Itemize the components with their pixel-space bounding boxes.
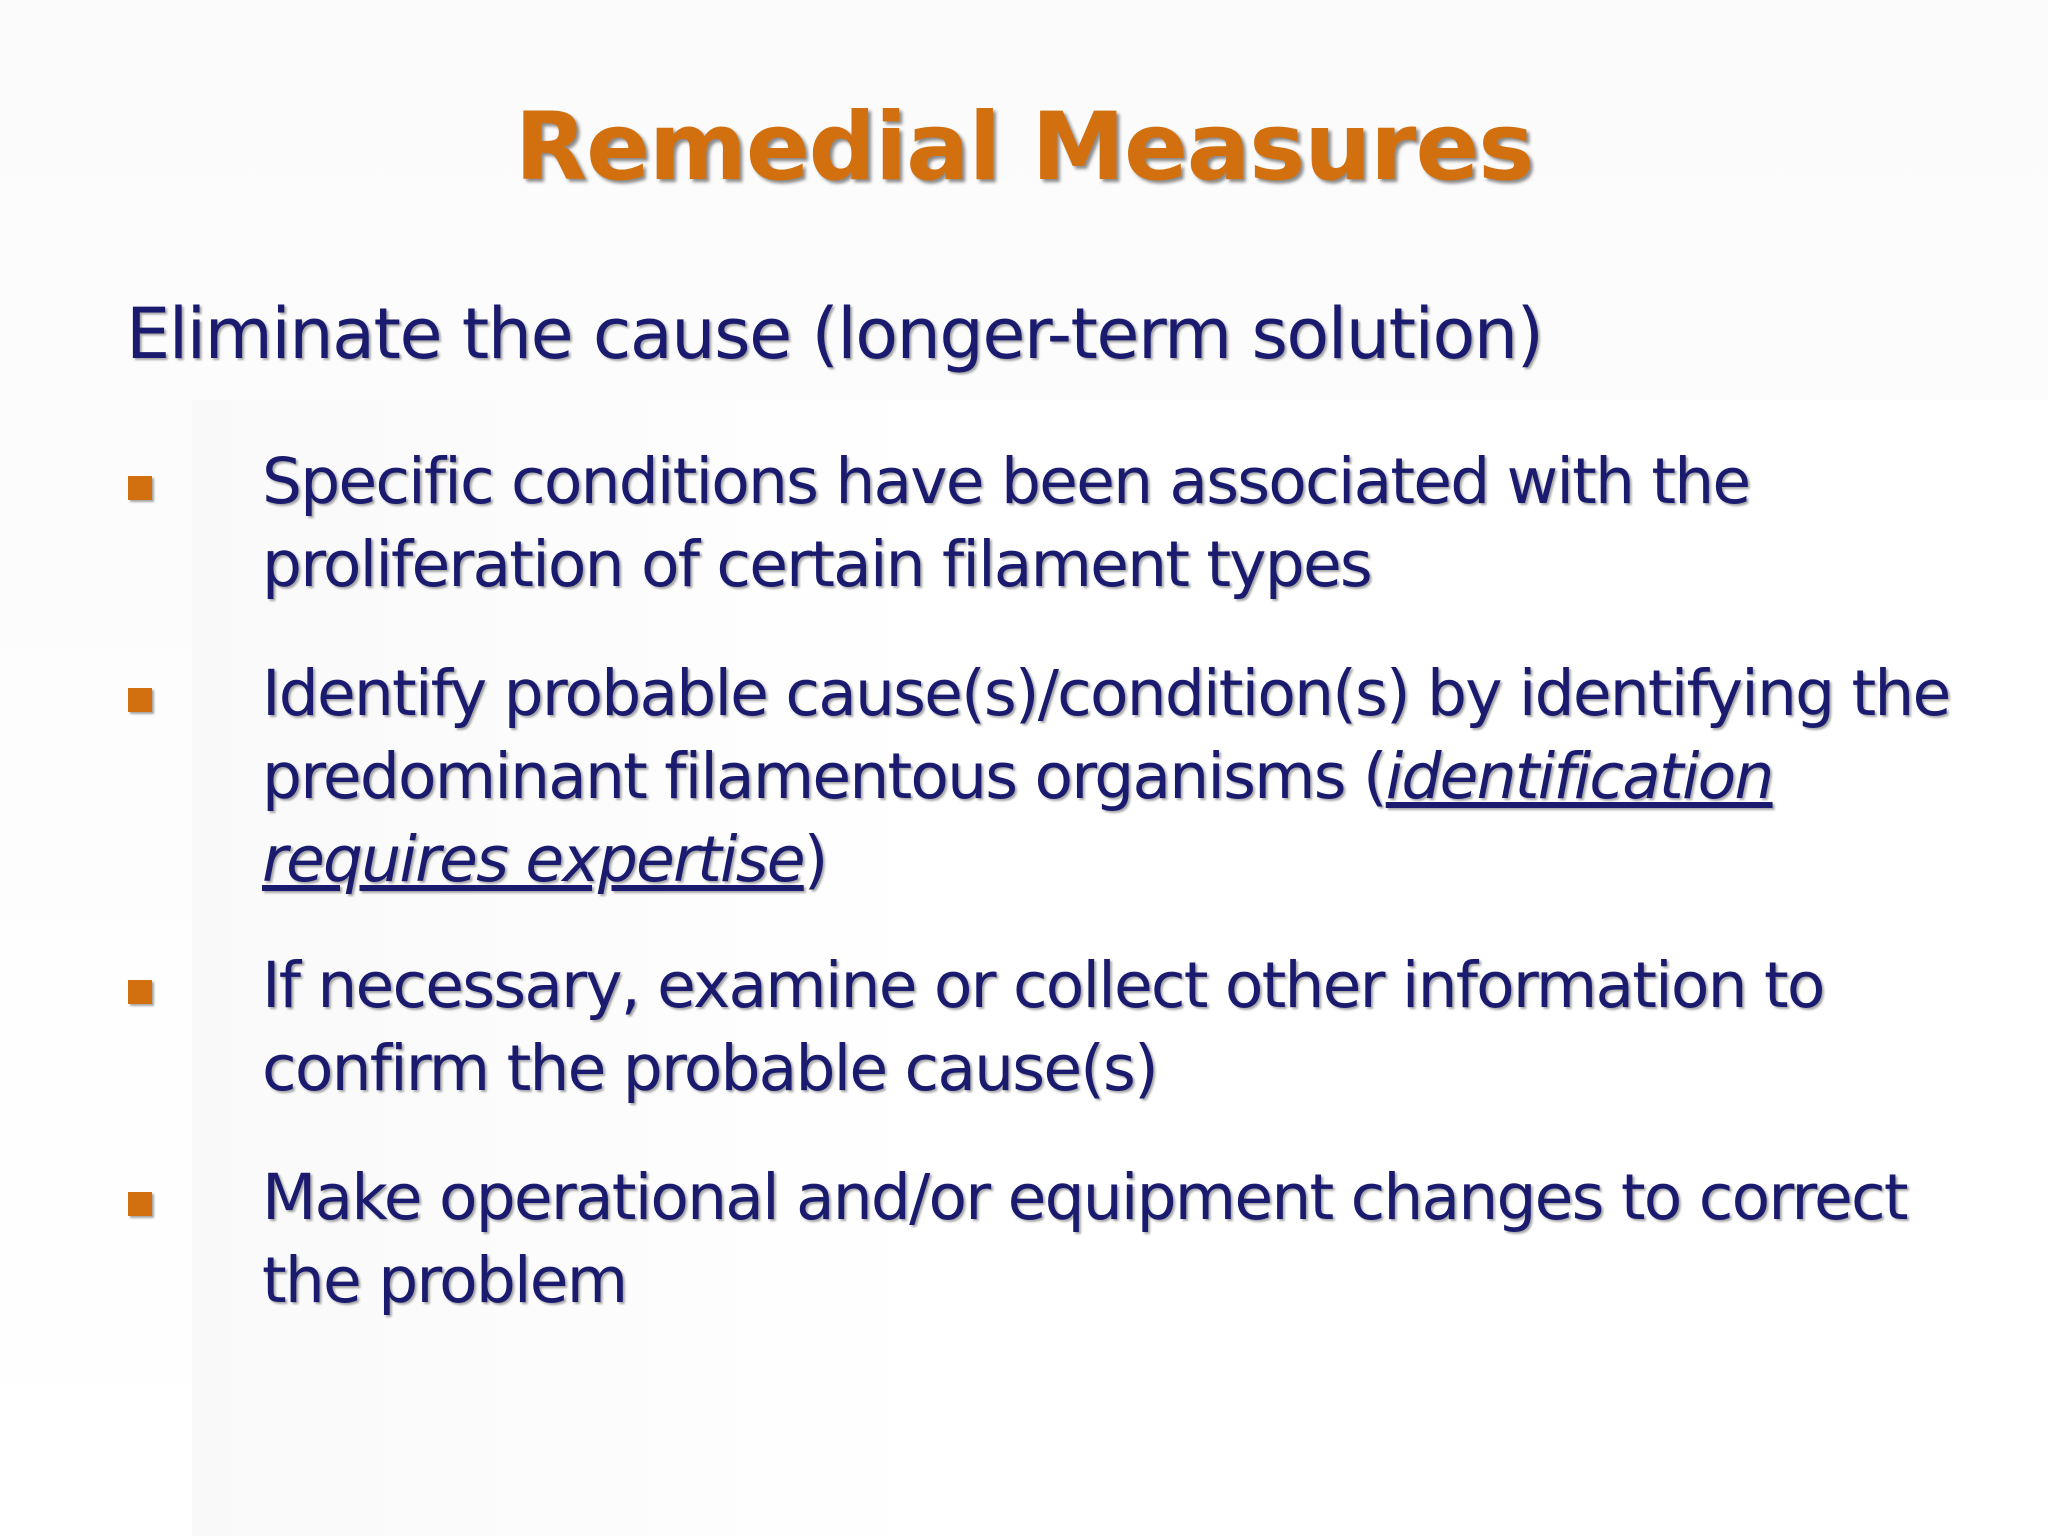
slide-title: Remedial Measures <box>514 93 1534 202</box>
square-bullet-icon <box>128 980 152 1004</box>
bullet-text-emphasis: identification requires expertise <box>262 740 1773 896</box>
bullet-text <box>262 652 1982 901</box>
bullet-text: Specific conditions have been associated with the proliferation of certain filament types <box>262 445 1750 601</box>
bullet-text: Make operational and/or equipment changes to correct the problem <box>262 1161 1907 1317</box>
square-bullet-icon <box>128 476 152 500</box>
bullet-text-lead: Identify probable cause(s)/condition(s) by identifying the predominant filamentous organisms ( <box>262 657 1950 813</box>
square-bullet-icon <box>128 1192 152 1216</box>
bullet-text-tail: ) <box>803 823 827 896</box>
bullet-text: If necessary, examine or collect other information to confirm the probable cause(s) <box>262 949 1824 1105</box>
square-bullet-icon <box>128 688 152 712</box>
slide-subheading: Eliminate the cause (longer-term solution) <box>126 293 1543 375</box>
